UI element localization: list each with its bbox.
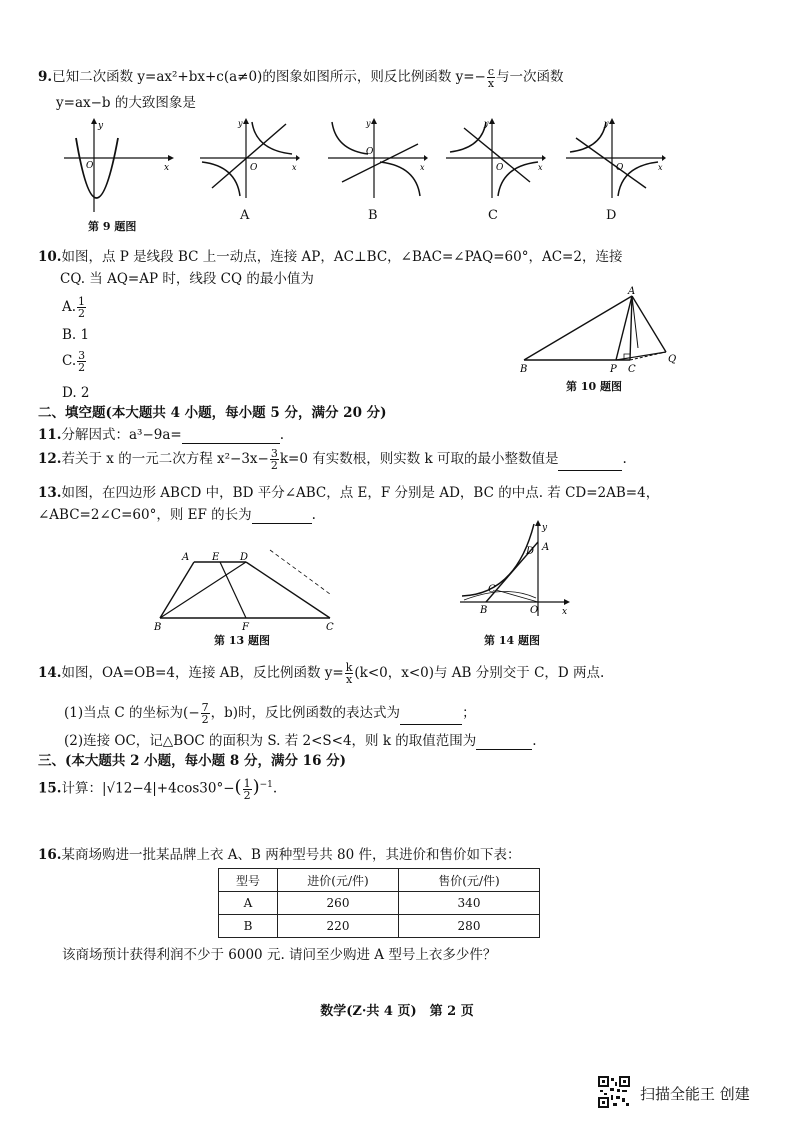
q14-part1-answer-blank[interactable] — [400, 710, 462, 725]
section2-heading: 二、填空题(本大题共 4 小题，每小题 5 分，满分 20 分) — [38, 405, 387, 421]
q13-label-c: C — [326, 622, 334, 632]
q13-line1: 13.如图，在四边形 ABCD 中，BD 平分∠ABC，点 E，F 分别是 AD，BC 的中点. 若 CD=2AB=4， — [38, 485, 660, 501]
q16-price-table — [218, 868, 540, 938]
q12-answer-blank[interactable] — [558, 456, 622, 471]
q14-line1: 14.如图，OA=OB=4，连接 AB，反比例函数 y= $\frac{k}{x}$ (k<0，x<0)与 AB 分别交于 C，D 两点. — [38, 661, 605, 686]
q10-option-c: C. $\frac{3}{2}$ — [62, 349, 86, 374]
q13-label-d: D — [240, 552, 249, 563]
table-cell: 260 — [278, 892, 399, 915]
q11-answer-blank[interactable] — [182, 429, 280, 444]
q14-part1: (1)当点 C 的坐标为(− $\frac{7}{2}$ ，b)时，反比例函数的表达式为 ； — [64, 701, 476, 726]
svg-text:y: y — [604, 119, 609, 128]
q13-label-f: F — [242, 622, 249, 632]
q13-line2: ∠ABC=2∠C=60°，则 EF 的长为 . — [38, 507, 316, 523]
q13-label-e: E — [212, 552, 220, 563]
q9-choice-b-label: B — [368, 208, 378, 223]
q13-answer-blank[interactable] — [252, 509, 312, 524]
q9-fraction: $\frac{c}{x}$ — [487, 65, 495, 90]
q9-choice-c-graph — [446, 118, 546, 200]
q10-number: 10. — [38, 249, 62, 265]
q14-part2-answer-blank[interactable] — [476, 735, 532, 750]
q10-line2: CQ. 当 AQ=AP 时，线段 CQ 的最小值为 — [60, 271, 314, 287]
axis-label-y: y — [98, 121, 104, 131]
qr-code-icon — [598, 1076, 630, 1108]
table-header-row — [219, 869, 540, 892]
q13-caption: 第 13 题图 — [214, 634, 270, 647]
q10-option-a: A. $\frac{1}{2}$ — [62, 295, 86, 320]
q10-label-p: P — [610, 364, 617, 375]
q14-label-b: B — [480, 605, 488, 616]
q14-label-x: x — [562, 607, 568, 617]
q9-text1: 已知二次函数 y=ax²+bx+c(a≠0)的图象如图所示，则反比例函数 y=− — [52, 69, 486, 85]
q9-text1b: 与一次函数 — [496, 69, 564, 85]
q9-line2: y=ax−b 的大致图象是 — [56, 95, 196, 111]
table-header-cell: 售价(元/件) — [399, 869, 540, 892]
svg-text:x: x — [538, 163, 543, 172]
q14-caption: 第 14 题图 — [484, 634, 540, 647]
q13-label-a: A — [182, 552, 190, 563]
q10-text1: 如图，点 P 是线段 BC 上一动点，连接 AP，AC⊥BC，∠BAC=∠PAQ=60°，AC=2，连接 — [61, 249, 623, 265]
scanner-watermark: 扫描全能王 创建 — [640, 1085, 750, 1103]
q14-label-y: y — [542, 523, 548, 533]
svg-text:O: O — [366, 147, 374, 157]
table-cell: 220 — [278, 915, 399, 938]
q14-label-a: A — [542, 542, 550, 553]
table-header-cell: 进价(元/件) — [278, 869, 399, 892]
q9-caption: 第 9 题图 — [88, 220, 137, 233]
svg-text:O: O — [250, 163, 258, 173]
svg-text:x: x — [420, 163, 425, 172]
axis-label-x: x — [164, 163, 170, 173]
q10-figure — [520, 286, 680, 378]
q14-label-c: C — [488, 584, 496, 595]
q10-label-c: C — [628, 364, 636, 375]
svg-text:x: x — [292, 163, 297, 172]
q10-option-d: D. 2 — [62, 385, 90, 401]
table-cell: B — [219, 915, 278, 938]
q12-line: 12.若关于 x 的一元二次方程 x²−3x− $\frac{3}{2}$ k=0 有实数根，则实数 k 可取的最小整数值是 . — [38, 447, 627, 472]
svg-text:y: y — [484, 119, 489, 128]
q10-option-b: B. 1 — [62, 327, 90, 343]
section3-heading: 三、(本大题共 2 小题，每小题 8 分，满分 16 分) — [38, 753, 347, 769]
parabola-curve — [76, 138, 118, 198]
q14-label-d: D — [526, 546, 535, 557]
q13-label-b: B — [154, 622, 162, 632]
table-cell: A — [219, 892, 278, 915]
svg-text:y: y — [238, 119, 243, 128]
svg-text:y: y — [366, 119, 371, 128]
q10-caption: 第 10 题图 — [566, 380, 622, 393]
q9-number: 9. — [38, 69, 53, 85]
q9-choice-a-graph — [200, 118, 300, 200]
q13-figure — [150, 548, 350, 632]
q10-line1 — [38, 248, 622, 266]
q16-question: 该商场预计获得利润不少于 6000 元. 请问至少购进 A 型号上衣多少件？ — [62, 947, 497, 963]
q16-line: 16.某商场购进一批某品牌上衣 A、B 两种型号共 80 件，其进价和售价如下表： — [38, 847, 521, 863]
table-row — [219, 915, 540, 938]
q14-part2: (2)连接 OC，记△BOC 的面积为 S. 若 2<S<4，则 k 的取值范围为 . — [64, 733, 537, 749]
q9-parabola-figure — [64, 118, 174, 214]
q9-choice-a-label: A — [240, 208, 250, 223]
svg-text:O: O — [616, 163, 624, 173]
q9-choice-d-graph — [566, 118, 666, 200]
q11-line: 11.分解因式：a³−9a= . — [38, 427, 285, 443]
table-row — [219, 892, 540, 915]
q10-label-q: Q — [668, 354, 677, 365]
q10-label-a: A — [628, 286, 636, 297]
svg-text:O: O — [496, 163, 504, 173]
table-header-cell: 型号 — [219, 869, 278, 892]
q9-choice-d-label: D — [606, 208, 617, 223]
q9-choice-b-graph — [328, 118, 428, 200]
q15-line: 15.计算：|√12−4|+4cos30°−( $\frac{1}{2}$ )$^{-1}$. — [38, 776, 278, 802]
q9-line1 — [38, 66, 564, 89]
q14-label-o: O — [530, 605, 539, 616]
page-footer: 数学(Z·共 4 页) 第 2 页 — [320, 1004, 474, 1019]
origin-label: O — [86, 161, 94, 171]
table-cell: 340 — [399, 892, 540, 915]
q9-choice-c-label: C — [488, 208, 498, 223]
q14-figure — [456, 520, 572, 620]
table-cell: 280 — [399, 915, 540, 938]
svg-text:x: x — [658, 163, 663, 172]
q10-label-b: B — [520, 364, 528, 375]
